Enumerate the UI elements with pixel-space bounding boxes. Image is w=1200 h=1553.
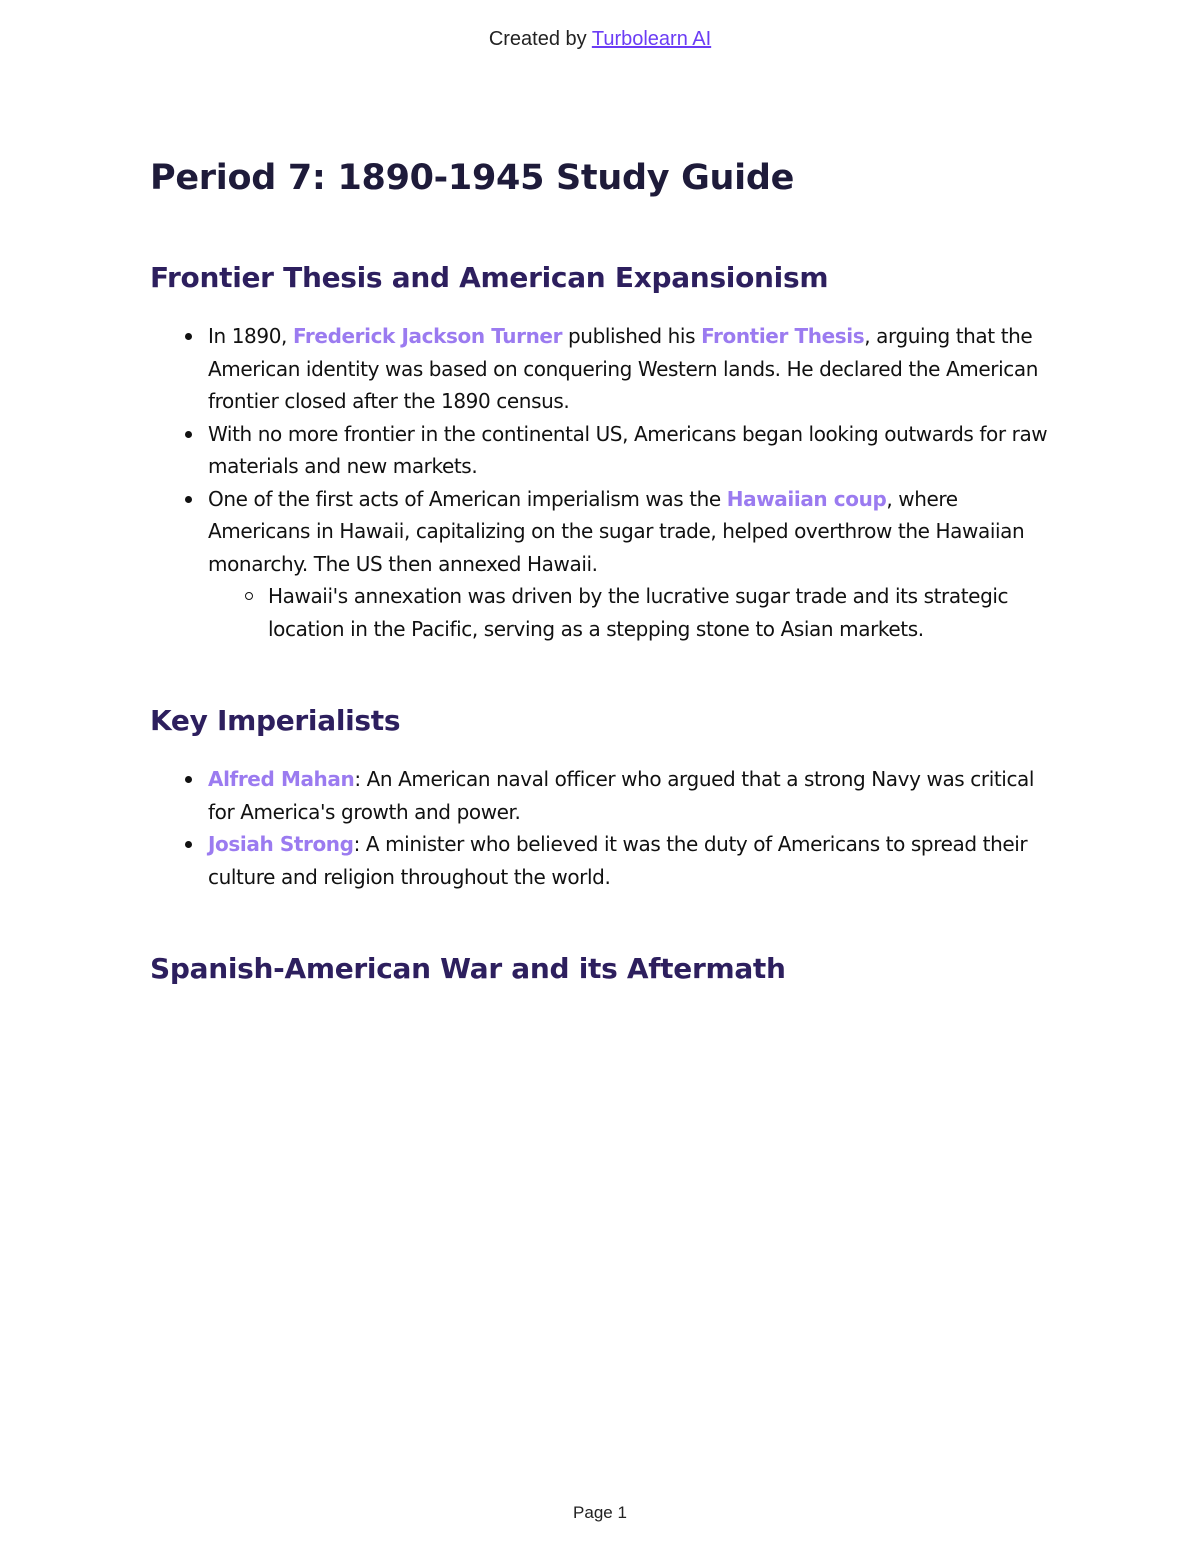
list-item: In 1890, Frederick Jackson Turner published his Frontier Thesis, arguing that the American identity was based on conquering Western lands. He declared the American frontier closed after the 1890 census. <box>208 320 1060 418</box>
created-by-label: Created by <box>488 28 592 50</box>
section-heading-key-imperialists: Key Imperialists <box>150 704 401 737</box>
highlight-term: Alfred Mahan <box>208 767 355 791</box>
highlight-term: Frontier Thesis <box>701 324 865 348</box>
highlight-term: Frederick Jackson Turner <box>292 324 563 348</box>
turbolearn-link[interactable]: Turbolearn AI <box>591 28 712 50</box>
page-number: Page 1 <box>573 1503 627 1522</box>
list-item: With no more frontier in the continental US, Americans began looking outwards for raw materials and new markets. <box>208 418 1060 483</box>
highlight-term: Josiah Strong <box>208 832 354 856</box>
frontier-bullet-list <box>150 320 1060 645</box>
list-item: Josiah Strong: A minister who believed it was the duty of Americans to spread their culture and religion throughout the world. <box>208 828 1060 893</box>
sub-list-item: Hawaii's annexation was driven by the lucrative sugar trade and its strategic location in the Pacific, serving as a stepping stone to Asian markets. <box>268 580 1060 645</box>
list-item: Alfred Mahan: An American naval officer who argued that a strong Navy was critical for America's growth and power. <box>208 763 1060 828</box>
imperialists-bullet-list <box>150 763 1060 893</box>
page-title: Period 7: 1890-1945 Study Guide <box>150 158 795 198</box>
list-item: One of the first acts of American imperialism was the Hawaiian coup, where Americans in Hawaii, capitalizing on the sugar trade, helped overthrow the Hawaiian monarchy. The US then annexed Hawaii. Hawaii's annexation was driven by the lucrative sugar trade and its strategic location in the Pacific, serving as a stepping stone to Asian markets. <box>208 483 1060 646</box>
section-heading-frontier-thesis: Frontier Thesis and American Expansionism <box>150 261 829 294</box>
page-header <box>0 28 1200 51</box>
section-heading-spanish-american-war: Spanish-American War and its Aftermath <box>150 952 786 985</box>
highlight-term: Hawaiian coup <box>726 486 887 511</box>
sub-bullet-list <box>208 580 1060 645</box>
document-body <box>150 150 1060 991</box>
